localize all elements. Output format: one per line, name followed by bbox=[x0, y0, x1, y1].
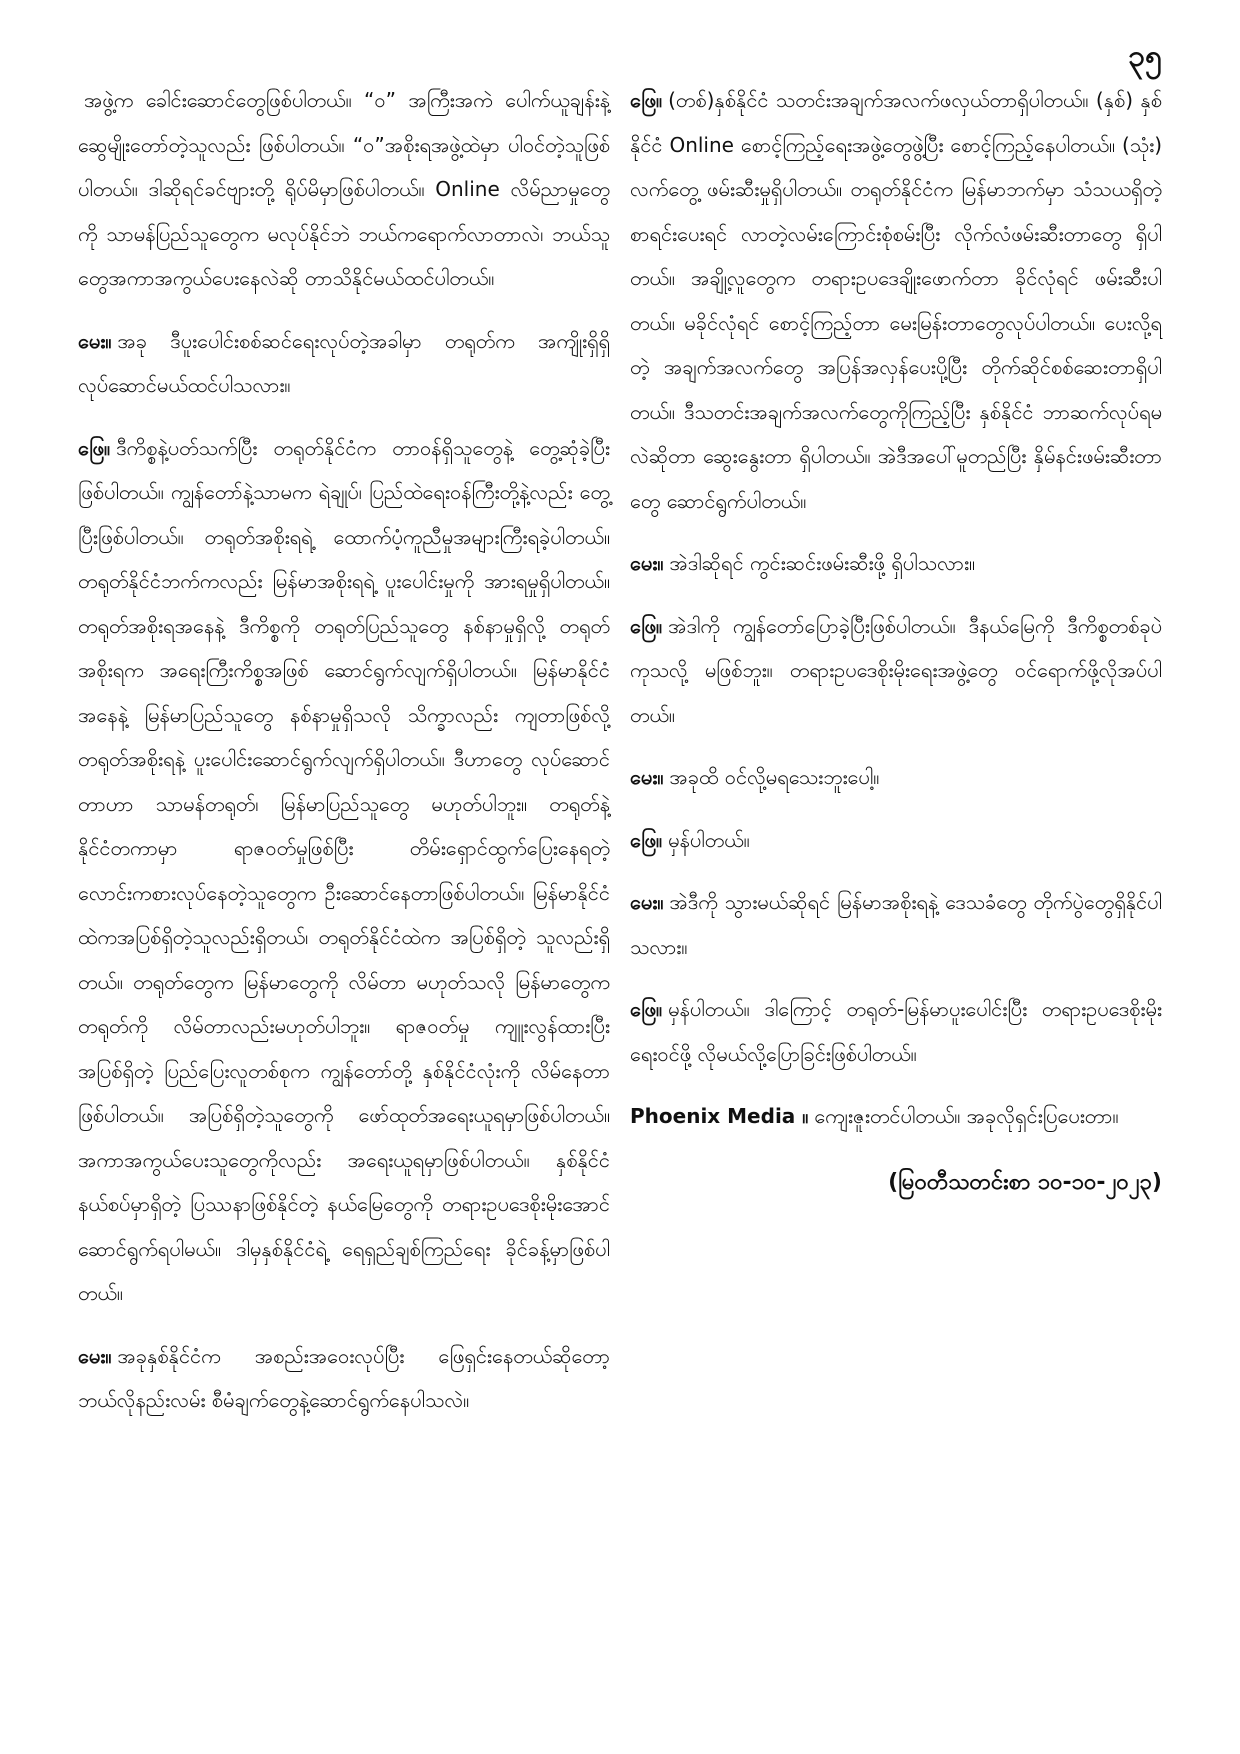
paragraph-text: အဲဒါဆိုရင် ကွင်းဆင်းဖမ်းဆီးဖို့ ရှိပါသလား။ bbox=[669, 551, 976, 575]
paragraph bbox=[630, 78, 1162, 523]
paragraph bbox=[78, 78, 610, 301]
speaker-label: မေး။ bbox=[78, 1343, 112, 1368]
paragraph bbox=[630, 604, 1162, 738]
paragraph bbox=[630, 818, 1162, 863]
speaker-label: ဖြေ။ bbox=[78, 435, 111, 460]
paragraph bbox=[630, 987, 1162, 1076]
paragraph-text: ကျေးဇူးတင်ပါတယ်။ အခုလိုရှင်းပြပေးတာ။ bbox=[814, 1104, 1119, 1128]
paragraph-text: အဖွဲ့က ခေါင်းဆောင်တွေဖြစ်ပါတယ်။ “ဝ” အကြီးအကဲ ပေါက်ယူချန်းနဲ့ဆွေမျိုးတော်တဲ့သူလည်း ဖြစ်ပါတယ်။ “ဝ”အစိုးရအဖွဲ့ထဲမှာ ပါဝင်တဲ့သူဖြစ်ပါတယ်။ ဒါဆိုရင်ခင်ဗျားတို့ ရိုပ်မိမှာဖြစ်ပါတယ်။ Online လိမ်ညာမှုတွေကို သာမန်ပြည်သူတွေက မလုပ်နိုင်ဘဲ ဘယ်ကရောက်လာတာလဲ၊ ဘယ်သူတွေအကာအကွယ်ပေးနေလဲဆို တာသိနိုင်မယ်ထင်ပါတယ်။ bbox=[78, 88, 610, 290]
paragraph-text: မှန်ပါတယ်။ ဒါကြောင့် တရုတ်-မြန်မာပူးပေါင်းပြီး တရားဥပဒေစိုးမိုးရေးဝင်ဖို့ လိုမယ်လို့ပြောခြင်းဖြစ်ပါတယ်။ bbox=[630, 997, 1162, 1066]
paragraph-text: မှန်ပါတယ်။ bbox=[668, 827, 750, 852]
speaker-label: မေး။ bbox=[630, 765, 664, 789]
paragraph-text: အဲဒီကို သွားမယ်ဆိုရင် မြန်မာအစိုးရနဲ့ ဒေသခံတွေ တိုက်ပွဲတွေရှိနိုင်ပါသလား။ bbox=[630, 890, 1162, 959]
speaker-label: မေး။ bbox=[630, 890, 664, 914]
paragraph-text: ဒီကိစ္စနဲ့ပတ်သက်ပြီး တရုတ်နိုင်ငံက တာဝန်ရှိသူတွေနဲ့ တွေ့ဆုံခဲ့ပြီး ဖြစ်ပါတယ်။ ကျွန်တော်နဲ့သာမက ရဲချုပ်၊ ပြည်ထဲရေးဝန်ကြီးတို့နဲ့လည်း တွေ့ပြီးဖြစ်ပါတယ်။ တရုတ်အစိုးရရဲ့ ထောက်ပံ့ကူညီမှုအများကြီးရခဲ့ပါတယ်။ တရုတ်နိုင်ငံဘက်ကလည်း မြန်မာအစိုးရရဲ့ ပူးပေါင်းမှုကို အားရမှုရှိပါတယ်။ တရုတ်အစိုးရအနေနဲ့ ဒီကိစ္စကို တရုတ်ပြည်သူတွေ နစ်နာမှုရှိလို့ တရုတ်အစိုးရက အရေးကြီးကိစ္စအဖြစ် ဆောင်ရွက်လျက်ရှိပါတယ်။ မြန်မာနိုင်ငံအနေနဲ့ မြန်မာပြည်သူတွေ နစ်နာမှုရှိသလို သိက္ခာလည်း ကျတာဖြစ်လို့ တရုတ်အစိုးရနဲ့ ပူးပေါင်းဆောင်ရွက်လျက်ရှိပါတယ်။ ဒီဟာတွေ လုပ်ဆောင်တာဟာ သာမန်တရုတ်၊ မြန်မာပြည်သူတွေ မဟုတ်ပါဘူး။ တရုတ်နဲ့ နိုင်ငံတကာမှာ ရာဇဝတ်မှုဖြစ်ပြီး တိမ်းရှောင်ထွက်ပြေးနေရတဲ့ လောင်းကစားလုပ်နေတဲ့သူတွေက ဦးဆောင်နေတာဖြစ်ပါတယ်။ မြန်မာနိုင်ငံထဲကအပြစ်ရှိတဲ့သူလည်းရှိတယ်၊ တရုတ်နိုင်ငံထဲက အပြစ်ရှိတဲ့ သူလည်းရှိတယ်။ တရုတ်တွေက မြန်မာတွေကို လိမ်တာ မဟုတ်သလို မြန်မာတွေက တရုတ်ကို လိမ်တာလည်းမဟုတ်ပါဘူး။ ရာဇဝတ်မှု ကျူးလွန်ထားပြီး အပြစ်ရှိတဲ့ ပြည်ပြေးလူတစ်စုက ကျွန်တော်တို့ နှစ်နိုင်ငံလုံးကို လိမ်နေတာဖြစ်ပါတယ်။ အပြစ်ရှိတဲ့သူတွေကို ဖော်ထုတ်အရေးယူရမှာဖြစ်ပါတယ်။ အကာအကွယ်ပေးသူတွေကိုလည်း အရေးယူရမှာဖြစ်ပါတယ်။ နှစ်နိုင်ငံ နယ်စပ်မှာရှိတဲ့ ပြဿနာဖြစ်နိုင်တဲ့ နယ်မြေတွေကို တရားဥပဒေစိုးမိုးအောင် ဆောင်ရွက်ရပါမယ်။ ဒါမှနှစ်နိုင်ငံရဲ့ ရေရှည်ချစ်ကြည်ရေး ခိုင်ခန့်မှာဖြစ်ပါတယ်။ bbox=[78, 435, 610, 1305]
paragraph bbox=[78, 319, 610, 408]
speaker-label: Phoenix Media ။ bbox=[630, 1104, 809, 1128]
speaker-label: ဖြေ။ bbox=[630, 997, 663, 1021]
paragraph-text: (တစ်)နှစ်နိုင်ငံ သတင်းအချက်အလက်ဖလှယ်တာရှိပါတယ်။ (နှစ်) နှစ်နိုင်ငံ Online စောင့်ကြည့်ရေးအဖွဲ့တွေဖွဲ့ပြီး စောင့်ကြည့်နေပါတယ်။ (သုံး) လက်တွေ့ ဖမ်းဆီးမှုရှိပါတယ်။ တရုတ်နိုင်ငံက မြန်မာဘက်မှာ သံသယရှိတဲ့ စာရင်းပေးရင် လာတဲ့လမ်းကြောင်းစုံစမ်းပြီး လိုက်လံဖမ်းဆီးတာတွေ ရှိပါတယ်။ အချို့လူတွေက တရားဥပဒေချိုးဖောက်တာ ခိုင်လုံရင် ဖမ်းဆီးပါတယ်။ မခိုင်လုံရင် စောင့်ကြည့်တာ မေးမြန်းတာတွေလုပ်ပါတယ်။ ပေးလို့ရတဲ့ အချက်အလက်တွေ အပြန်အလှန်ပေးပို့ပြီး တိုက်ဆိုင်စစ်ဆေးတာရှိပါတယ်။ ဒီသတင်းအချက်အလက်တွေကိုကြည့်ပြီး နှစ်နိုင်ငံ ဘာဆက်လုပ်ရမလဲဆိုတာ ဆွေးနွေးတာ ရှိပါတယ်။ အဲဒီအပေါ်မူတည်ပြီး နှိမ်နင်းဖမ်းဆီးတာတွေ ဆောင်ရွက်ပါတယ်။ bbox=[630, 88, 1162, 513]
paragraph bbox=[630, 541, 1162, 586]
speaker-label: ဖြေ။ bbox=[630, 827, 663, 852]
right-column bbox=[630, 78, 1162, 1205]
paragraph bbox=[78, 426, 610, 1316]
paragraph-text: အဲဒါကို ကျွန်တော်ပြောခဲ့ပြီးဖြစ်ပါတယ်။ ဒီနယ်မြေကို ဒီကိစ္စတစ်ခုပဲ ကုသလို့ မဖြစ်ဘူး။ တရားဥပဒေစိုးမိုးရေးအဖွဲ့တွေ ဝင်ရောက်ဖို့လိုအပ်ပါတယ်။ bbox=[630, 613, 1162, 727]
speaker-label: ဖြေ။ bbox=[630, 613, 663, 638]
paragraph-text: အခု ဒီပူးပေါင်းစစ်ဆင်ရေးလုပ်တဲ့အခါမှာ တရုတ်က အကျိုးရှိရှိလုပ်ဆောင်မယ်ထင်ပါသလား။ bbox=[78, 328, 610, 397]
paragraph bbox=[630, 1094, 1162, 1139]
paragraph bbox=[630, 755, 1162, 800]
paragraph bbox=[630, 880, 1162, 969]
paragraph-text: အခုထိ ဝင်လို့မရသေးဘူးပေါ့။ bbox=[669, 765, 880, 789]
speaker-label: မေး။ bbox=[630, 551, 664, 575]
paragraph bbox=[78, 1334, 610, 1423]
paragraph-text: အခုနှစ်နိုင်ငံက အစည်းအဝေးလုပ်ပြီး ဖြေရှင်းနေတယ်ဆိုတော့ ဘယ်လိုနည်းလမ်း စီမံချက်တွေနဲ့ဆောင်ရွက်နေပါသလဲ။ bbox=[78, 1343, 610, 1412]
source-citation: (မြဝတီသတင်းစာ ၁၀-၁၀-၂၀၂၃) bbox=[888, 1169, 1162, 1195]
speaker-label: ဖြေ။ bbox=[630, 88, 663, 112]
left-column bbox=[78, 78, 610, 1441]
speaker-label: မေး။ bbox=[78, 328, 112, 353]
page-number: ၃၅ bbox=[1128, 39, 1162, 74]
